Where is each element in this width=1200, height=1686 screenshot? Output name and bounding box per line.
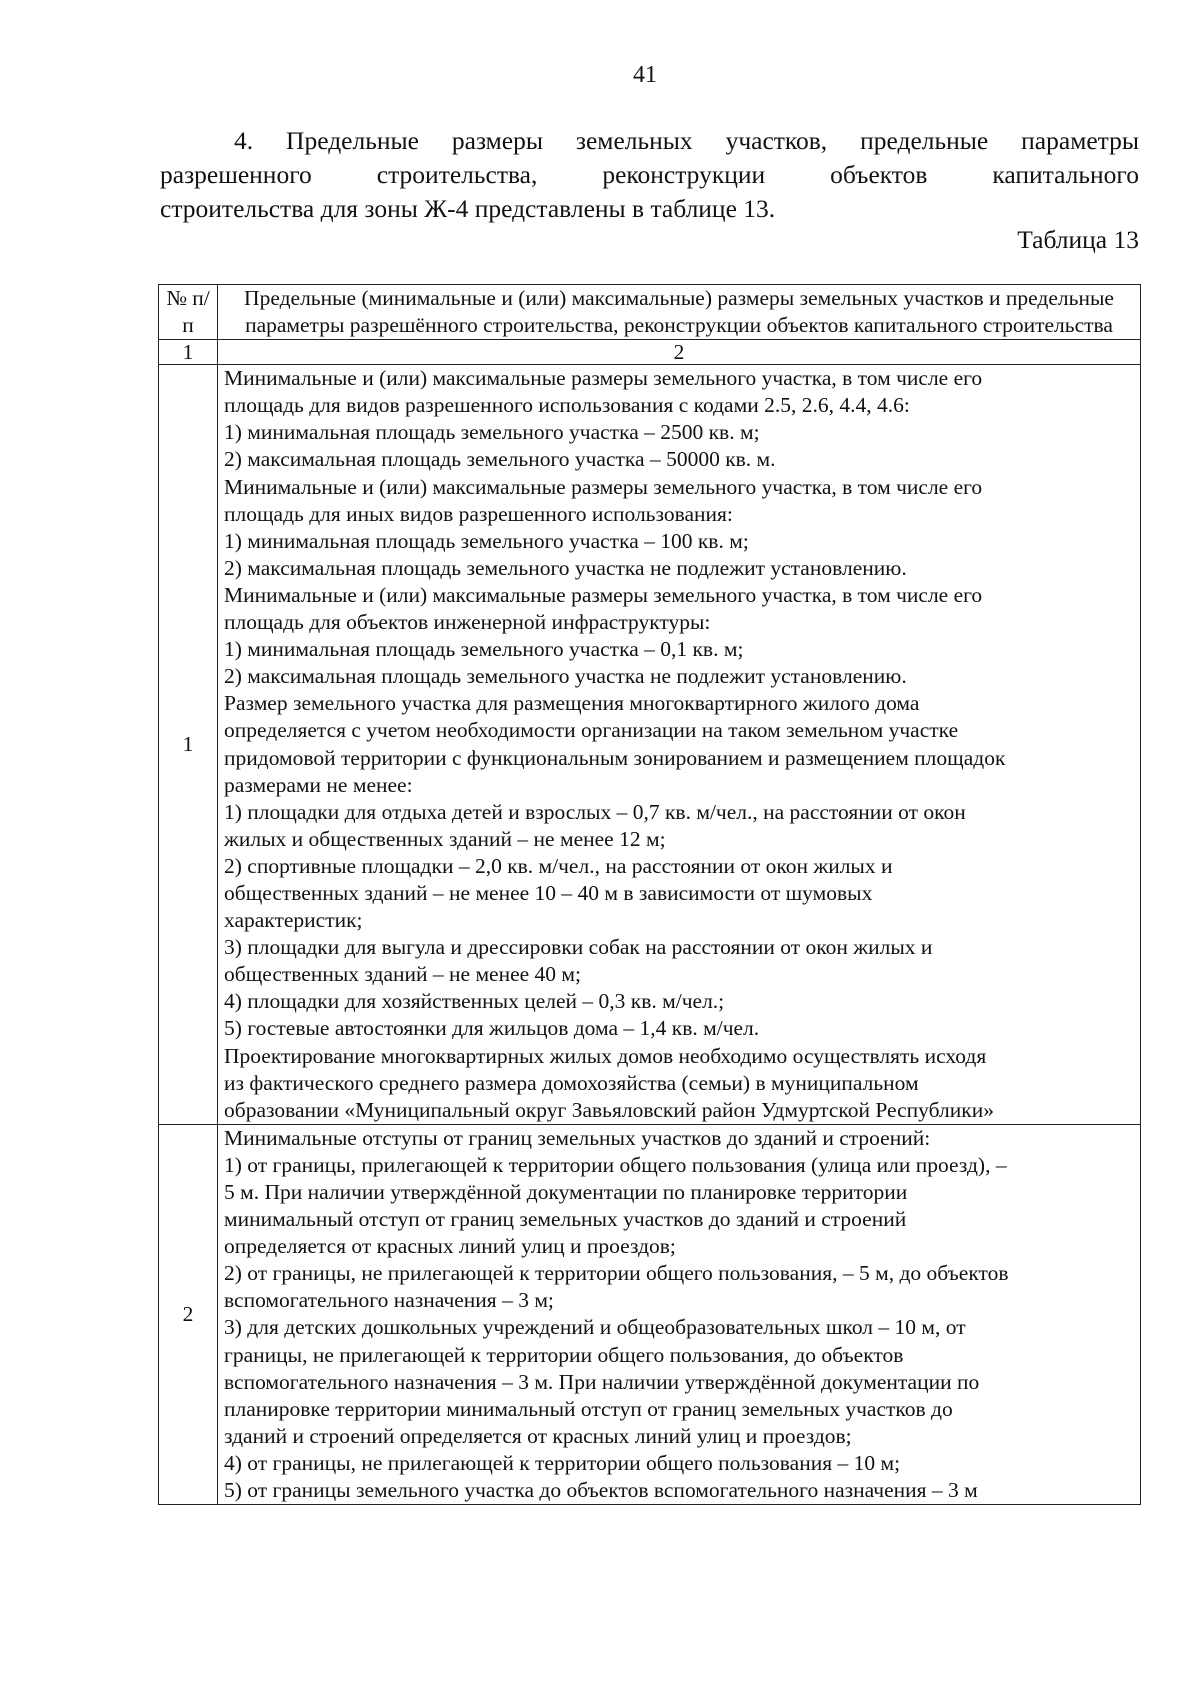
row-text-line: Проектирование многоквартирных жилых домов необходимо осуществлять исходя	[224, 1043, 987, 1068]
row-text-line: общественных зданий – не менее 10 – 40 м в зависимости от шумовых	[224, 880, 873, 905]
row-text-line: 2) спортивные площадки – 2,0 кв. м/чел., на расстоянии от окон жилых и	[224, 853, 893, 878]
column-index-1: 1	[159, 340, 218, 365]
row-text-line: из фактического среднего размера домохозяйства (семьи) в муниципальном	[224, 1070, 919, 1095]
header-text-cell: Предельные (минимальные и (или) максимальные) размеры земельных участков и предельные параметры разрешённого строительства, реконструкции объектов капитального строительства	[218, 285, 1141, 340]
column-index-2: 2	[218, 340, 1141, 365]
row-text-line: границы, не прилегающей к территории общего пользования, до объектов	[224, 1342, 904, 1367]
row-text-line: минимальный отступ от границ земельных участков до зданий и строений	[224, 1207, 907, 1232]
row-text	[218, 365, 1141, 1125]
row-text-line: общественных зданий – не менее 40 м;	[224, 962, 582, 987]
table-row	[159, 1124, 1141, 1504]
row-number: 1	[159, 365, 218, 1125]
row-text-line: площадь для объектов инженерной инфраструктуры:	[224, 610, 711, 635]
row-text-line: 5 м. При наличии утверждённой документации по планировке территории	[224, 1180, 908, 1204]
row-text-line: 2) максимальная площадь земельного участка не подлежит установлению.	[224, 664, 907, 689]
row-text-line: вспомогательного назначения – 3 м;	[224, 1288, 554, 1313]
row-text-line: определяется с учетом необходимости организации на таком земельном участке	[224, 718, 959, 743]
row-text-line: характеристик;	[224, 908, 363, 933]
row-text-line: Размер земельного участка для размещения многоквартирного жилого дома	[224, 691, 920, 716]
row-text-line: 4) площадки для хозяйственных целей – 0,3 кв. м/чел.;	[224, 989, 725, 1014]
intro-line: 4. Предельные размеры земельных участков, предельные параметры	[234, 126, 1139, 155]
row-text-line: 1) минимальная площадь земельного участка – 0,1 кв. м;	[224, 637, 744, 662]
row-text-line: 2) от границы, не прилегающей к территории общего пользования, – 5 м, до объектов	[224, 1261, 1009, 1286]
intro-line: разрешенного строительства, реконструкции объектов капитального	[160, 160, 1139, 189]
row-text-line: размерами не менее:	[224, 772, 413, 797]
row-text-line: 3) для детских дошкольных учреждений и общеобразовательных школ – 10 м, от	[224, 1315, 966, 1340]
parameters-table	[158, 284, 1141, 1505]
row-text-line: образовании «Муниципальный округ Завьяловский район Удмуртской Республики»	[224, 1097, 994, 1122]
row-text	[218, 1124, 1141, 1504]
row-text-line: Минимальные и (или) максимальные размеры земельного участка, в том числе его	[224, 366, 983, 391]
row-text-line: зданий и строений определяется от красных линий улиц и проездов;	[224, 1423, 852, 1448]
row-text-line: 2) максимальная площадь земельного участка не подлежит установлению.	[224, 555, 907, 580]
row-text-line: жилых и общественных зданий – не менее 12 м;	[224, 826, 666, 851]
row-text-line: площадь для видов разрешенного использования с кодами 2.5, 2.6, 4.4, 4.6:	[224, 393, 910, 418]
intro-paragraph	[160, 124, 1139, 226]
row-text-line: 1) минимальная площадь земельного участка – 100 кв. м;	[224, 528, 749, 553]
row-text-line: планировке территории минимальный отступ от границ земельных участков до	[224, 1396, 953, 1421]
row-text-line: придомовой территории с функциональным зонированием и размещением площадок	[224, 745, 1006, 770]
row-text-line: 5) от границы земельного участка до объектов вспомогательного назначения – 3 м	[224, 1478, 978, 1503]
column-index-row	[159, 340, 1141, 365]
row-text-line: определяется от красных линий улиц и проездов;	[224, 1234, 676, 1259]
row-text-line: 3) площадки для выгула и дрессировки собак на расстоянии от окон жилых и	[224, 935, 933, 960]
row-text-line: 1) минимальная площадь земельного участка – 2500 кв. м;	[224, 420, 760, 445]
row-number: 2	[159, 1124, 218, 1504]
table-label: Таблица 13	[1017, 225, 1139, 254]
row-text-line: 2) максимальная площадь земельного участка – 50000 кв. м.	[224, 447, 776, 472]
header-num-cell: № п/п	[159, 285, 218, 340]
row-text-line: 1) от границы, прилегающей к территории общего пользования (улица или проезд), –	[224, 1152, 1007, 1177]
row-text-line: Минимальные и (или) максимальные размеры земельного участка, в том числе его	[224, 474, 983, 499]
row-text-line: Минимальные отступы от границ земельных участков до зданий и строений:	[224, 1125, 931, 1150]
table-header-row	[159, 285, 1141, 340]
page-number: 41	[633, 62, 657, 88]
intro-line: строительства для зоны Ж-4 представлены в таблице 13.	[160, 194, 776, 223]
row-text-line: 4) от границы, не прилегающей к территории общего пользования – 10 м;	[224, 1450, 901, 1475]
row-text-line: площадь для иных видов разрешенного использования:	[224, 501, 733, 526]
row-text-line: 1) площадки для отдыха детей и взрослых – 0,7 кв. м/чел., на расстоянии от окон	[224, 799, 966, 824]
row-text-line: 5) гостевые автостоянки для жильцов дома – 1,4 кв. м/чел.	[224, 1016, 760, 1041]
table-row	[159, 365, 1141, 1125]
row-text-line: вспомогательного назначения – 3 м. При наличии утверждённой документации по	[224, 1369, 980, 1394]
row-text-line: Минимальные и (или) максимальные размеры земельного участка, в том числе его	[224, 582, 983, 607]
